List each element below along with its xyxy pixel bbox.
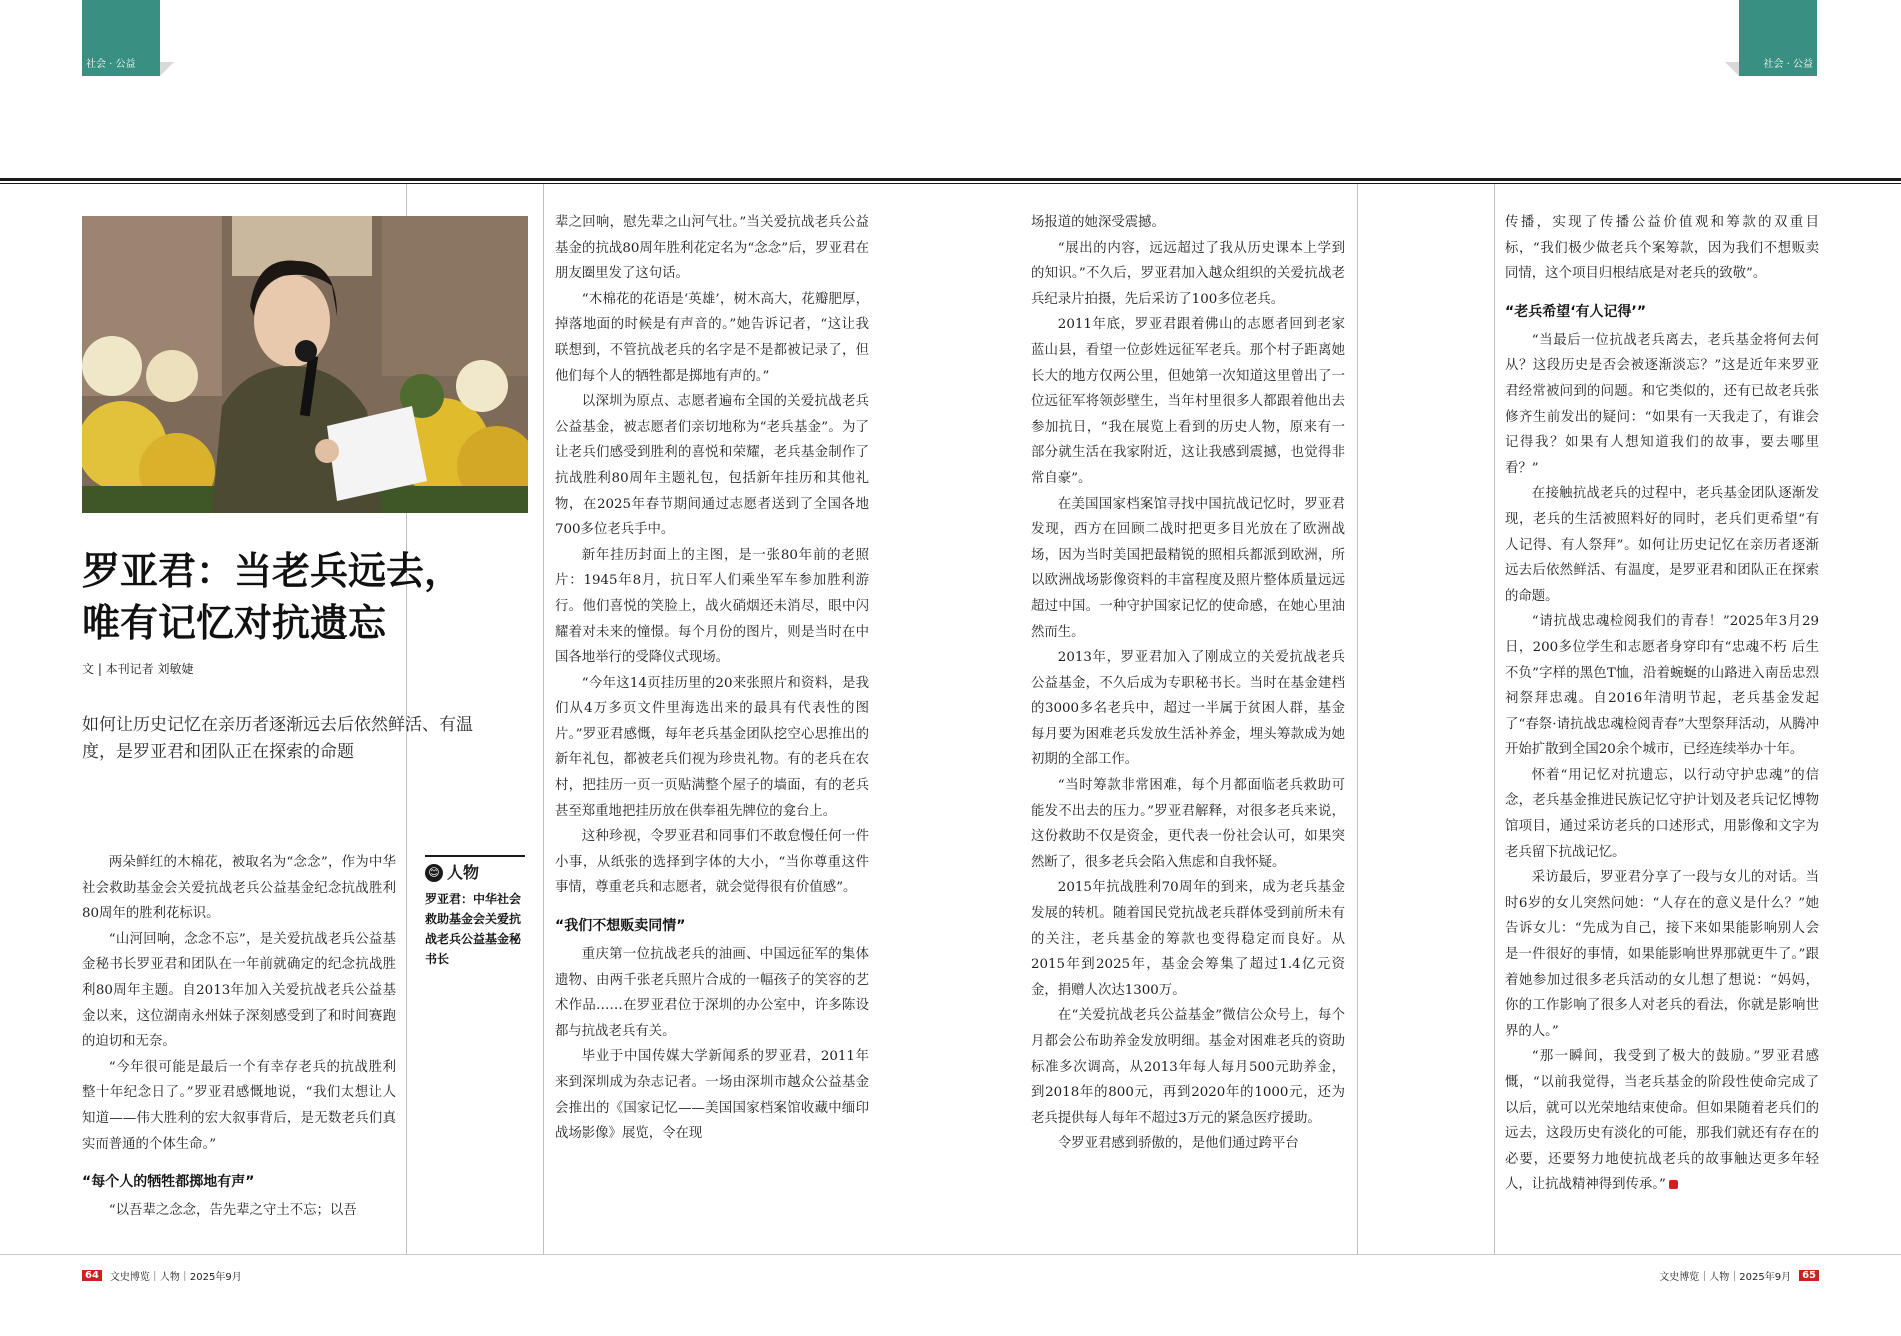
body-paragraph: 这种珍视，令罗亚君和同事们不敢怠慢任何一件小事，从纸张的选择到字体的大小，“当你尊重这件事情，尊重老兵和志愿者，就会觉得很有价值感”。 [555, 829, 869, 896]
body-paragraph: “山河回响，念念不忘”，是关爱抗战老兵公益基金秘书长罗亚君和团队在一年前就确定的纪念抗战胜利80周年主题。自2013年加入关爱抗战老兵公益基金以来，这位湖南永州妹子深刻感受到了和时间赛跑的迫切和无奈。 [82, 931, 396, 1050]
body-paragraph: 采访最后，罗亚君分享了一段与女儿的对话。当时6岁的女儿突然问她：“人存在的意义是什么？”她告诉女儿：“先成为自己，接下来如果能影响别人会是一件很好的事情，如果能影响世界那就更牛了。”跟着她参加过很多老兵活动的女儿想了想说：“妈妈，你的工作影响了很多人对老兵的看法，你就是影响世界的人。” [1505, 870, 1819, 1039]
body-paragraph: 以深圳为原点、志愿者遍布全国的关爱抗战老兵公益基金，被志愿者们亲切地称为“老兵基金”。为了让老兵们感受到胜利的喜悦和荣耀，老兵基金制作了抗战胜利80周年主题礼包，包括新年挂历和其他礼物，在2025年春节期间通过志愿者送到了全国各地700多位老兵手中。 [555, 394, 869, 538]
body-paragraph: 传播，实现了传播公益价值观和筹款的双重目标，“我们极少做老兵个案筹款，因为我们不想贩卖同情，这个项目归根结底是对老兵的致敬”。 [1505, 215, 1819, 282]
body-paragraph: “以吾辈之念念，告先辈之守土不忘；以吾 [108, 1203, 357, 1219]
section-heading: “我们不想贩卖同情” [555, 918, 686, 935]
body-paragraph: 重庆第一位抗战老兵的油画、中国远征军的集体遗物、由两千张老兵照片合成的一幅孩子的笑容的艺术作品……在罗亚君位于深圳的办公室中，许多陈设都与抗战老兵有关。 [555, 947, 869, 1039]
headline-line-2: 唯有记忆对抗遗忘 [82, 601, 387, 645]
body-paragraph: 在“关爱抗战老兵公益基金”微信公众号上，每个月都会公布助养金发放明细。基金对困难老兵的资助标准多次调高，从2013年每人每月500元助养金，到2018年的800元，再到2020年的1000元，还为老兵提供每人每年不超过3万元的紧急医疗援助。 [1031, 1008, 1345, 1126]
article-column-1 [82, 850, 396, 1224]
lead-paragraph: 如何让历史记忆在亲历者逐渐远去后依然鲜活、有温度，是罗亚君和团队正在探索的命题 [82, 715, 473, 762]
smiley-icon: 😊 [425, 864, 443, 882]
sidebar-heading [425, 861, 525, 885]
top-rule-thin [0, 183, 1901, 184]
body-paragraph: 2015年抗战胜利70周年的到来，成为老兵基金发展的转机。随着国民党抗战老兵群体受到前所未有的关注，老兵基金的筹款也变得稳定而良好。从2015年到2025年，基金会筹集了超过1.4亿元资金，捐赠人次达1300万。 [1031, 880, 1345, 998]
article-column-4 [1505, 210, 1819, 1198]
body-paragraph: “当时筹款非常困难，每个月都面临老兵救助可能发不出去的压力。”罗亚君解释，对很多老兵来说，这份救助不仅是资金，更代表一份社会认可，如果突然断了，很多老兵会陷入焦虑和自我怀疑。 [1031, 778, 1345, 870]
column-divider [1357, 184, 1358, 1254]
section-tab-right [1739, 0, 1817, 76]
body-paragraph: “当最后一位抗战老兵离去，老兵基金将何去何从？这段历史是否会被逐渐淡忘？”这是近年来罗亚君经常被问到的问题。和它类似的，还有已故老兵张修齐生前发出的疑问：“如果有一天我走了，有谁会记得我？如果有人想知道我们的故事，要去哪里看？” [1505, 332, 1819, 476]
body-paragraph: “木棉花的花语是‘英雄’，树木高大，花瓣肥厚，掉落地面的时候是有声音的。”她告诉记者，“这让我联想到，不管抗战老兵的名字是不是都被记录了，但他们每个人的牺牲都是掷地有声的。” [555, 291, 869, 384]
body-paragraph: 毕业于中国传媒大学新闻系的罗亚君，2011年来到深圳成为杂志记者。一场由深圳市越众公益基金会推出的《国家记忆——美国国家档案馆收藏中缅印战场影像》展览，令在现 [555, 1049, 869, 1142]
section-tab-label: 社会 · 公益 [1763, 59, 1813, 70]
body-paragraph: 两朵鲜红的木棉花，被取名为“念念”，作为中华社会救助基金会关爱抗战老兵公益基金纪念抗战胜利80周年的胜利花标识。 [82, 855, 396, 922]
body-paragraph: 场报道的她深受震撼。 [1031, 215, 1165, 230]
body-paragraph: 2011年底，罗亚君跟着佛山的志愿者回到老家蓝山县，看望一位彭姓远征军老兵。那个村子距离她长大的地方仅两公里，但她第一次知道这里曾出了一位远征军将领彭壁生，当年村里很多人都跟着他出去参加抗日，“我在展览上看到的历史人物，原来有一部分就生活在我家附近，这让我感到震撼，也觉得非常自豪”。 [1031, 317, 1345, 486]
page-number-left: 64 [82, 1270, 102, 1281]
sidebar-heading-label: 人物 [447, 863, 480, 882]
footer-left [82, 1268, 242, 1283]
portrait-photo [82, 216, 528, 513]
byline: 文 | 本刊记者 刘敏婕 [82, 662, 194, 676]
end-mark-icon [1669, 1180, 1678, 1189]
body-paragraph: 在接触抗战老兵的过程中，老兵基金团队逐渐发现，老兵的生活被照料好的同时，老兵们更希望“有人记得、有人祭拜”。如何让历史记忆在亲历者逐渐远去后依然鲜活、有温度，是罗亚君和团队正在探索的命题。 [1505, 486, 1819, 604]
column-divider [1494, 184, 1495, 1254]
body-paragraph: “今年这14页挂历里的20来张照片和资料，是我们从4万多页文件里海选出来的最具有代表性的图片。”罗亚君感慨，每年老兵基金团队挖空心思推出的新年礼包，都被老兵们视为珍贵礼物。有的老兵在农村，把挂历一页一页贴满整个屋子的墙面，有的老兵甚至郑重地把挂历放在供奉祖先牌位的龛台上。 [555, 675, 869, 819]
article-headline [82, 545, 542, 649]
body-paragraph: “请抗战忠魂检阅我们的青春！”2025年3月29日，200多位学生和志愿者身穿印有“忠魂不朽 后生不负”字样的黑色T恤，沿着蜿蜒的山路进入南岳忠烈祠祭拜忠魂。自2016年清明节起，老兵基金发起了“春祭·请抗战忠魂检阅青春”大型祭拜活动，从腾冲开始扩散到全国20余个城市，已经连续举办十年。 [1505, 614, 1819, 758]
section-heading: “每个人的牺牲都掷地有声” [82, 1174, 255, 1191]
magazine-info-left: 文史博览｜人物｜2025年9月 [109, 1272, 242, 1283]
headline-line-1: 罗亚君：当老兵远去， [82, 549, 463, 593]
magazine-info-right: 文史博览｜人物｜2025年9月 [1659, 1272, 1792, 1283]
speaker-illustration [82, 216, 528, 513]
body-paragraph: 辈之回响，慰先辈之山河气壮。”当关爱抗战老兵公益基金的抗战80周年胜利花定名为“念念”后，罗亚君在朋友圈里发了这句话。 [555, 215, 869, 282]
top-rule [0, 178, 1901, 181]
body-paragraph: “今年很可能是最后一个有幸存老兵的抗战胜利整十年纪念日了。”罗亚君感慨地说，“我们太想让人知道——伟大胜利的宏大叙事背后，是无数老兵们真实而普通的个体生命。” [82, 1059, 396, 1152]
body-paragraph: “展出的内容，远远超过了我从历史课本上学到的知识。”不久后，罗亚君加入越众组织的关爱抗战老兵纪录片拍摄，先后采访了100多位老兵。 [1031, 240, 1345, 307]
body-paragraph: 怀着“用记忆对抗遗忘，以行动守护忠魂”的信念，老兵基金推进民族记忆守护计划及老兵记忆博物馆项目，通过采访老兵的口述形式，用影像和文字为老兵留下抗战记忆。 [1505, 767, 1819, 860]
body-paragraph: “那一瞬间，我受到了极大的鼓励。”罗亚君感慨，“以前我觉得，当老兵基金的阶段性使命完成了以后，就可以光荣地结束使命。但如果随着老兵们的远去，这段历史有淡化的可能，那我们就还有存在的必要，还要努力地使抗战老兵的故事触达更多年轻人，让抗战精神得到传承。” [1505, 1049, 1819, 1193]
article-column-3 [1031, 210, 1345, 1157]
bottom-rule [0, 1254, 1901, 1255]
tab-notch-right [1725, 62, 1739, 76]
person-sidebar [425, 855, 525, 969]
page-number-right: 65 [1799, 1270, 1819, 1281]
body-paragraph: 在美国国家档案馆寻找中国抗战记忆时，罗亚君发现，西方在回顾二战时把更多目光放在了欧洲战场，因为当时美国把最精锐的照相兵都派到欧洲，所以欧洲战场影像资料的丰富程度及照片整体质量远远超过中国。一种守护国家记忆的使命感，在她心里油然而生。 [1031, 496, 1345, 640]
body-paragraph: 新年挂历封面上的主图，是一张80年前的老照片：1945年8月，抗日军人们乘坐军车参加胜利游行。他们喜悦的笑脸上，战火硝烟还未消尽，眼中闪耀着对未来的憧憬。每个月份的图片，则是当时在中国各地举行的受降仪式现场。 [555, 547, 869, 666]
section-tab-label: 社会 · 公益 [86, 59, 136, 70]
footer-right [1659, 1268, 1819, 1283]
section-tab-left [82, 0, 160, 76]
article-column-2 [555, 210, 869, 1147]
body-paragraph: 令罗亚君感到骄傲的，是他们通过跨平台 [1057, 1136, 1299, 1152]
section-heading: “老兵希望‘有人记得’” [1505, 303, 1647, 320]
tab-notch-left [160, 62, 174, 76]
sidebar-rule [425, 855, 525, 857]
sidebar-text: 罗亚君：中华社会救助基金会关爱抗战老兵公益基金秘书长 [425, 892, 522, 966]
body-paragraph: 2013年，罗亚君加入了刚成立的关爱抗战老兵公益基金，不久后成为专职秘书长。当时在基金建档的3000多名老兵中，超过一半属于贫困人群，基金每月要为困难老兵发放生活补养金，埋头筹款成为她初期的全部工作。 [1031, 650, 1345, 768]
column-divider [543, 184, 544, 1254]
